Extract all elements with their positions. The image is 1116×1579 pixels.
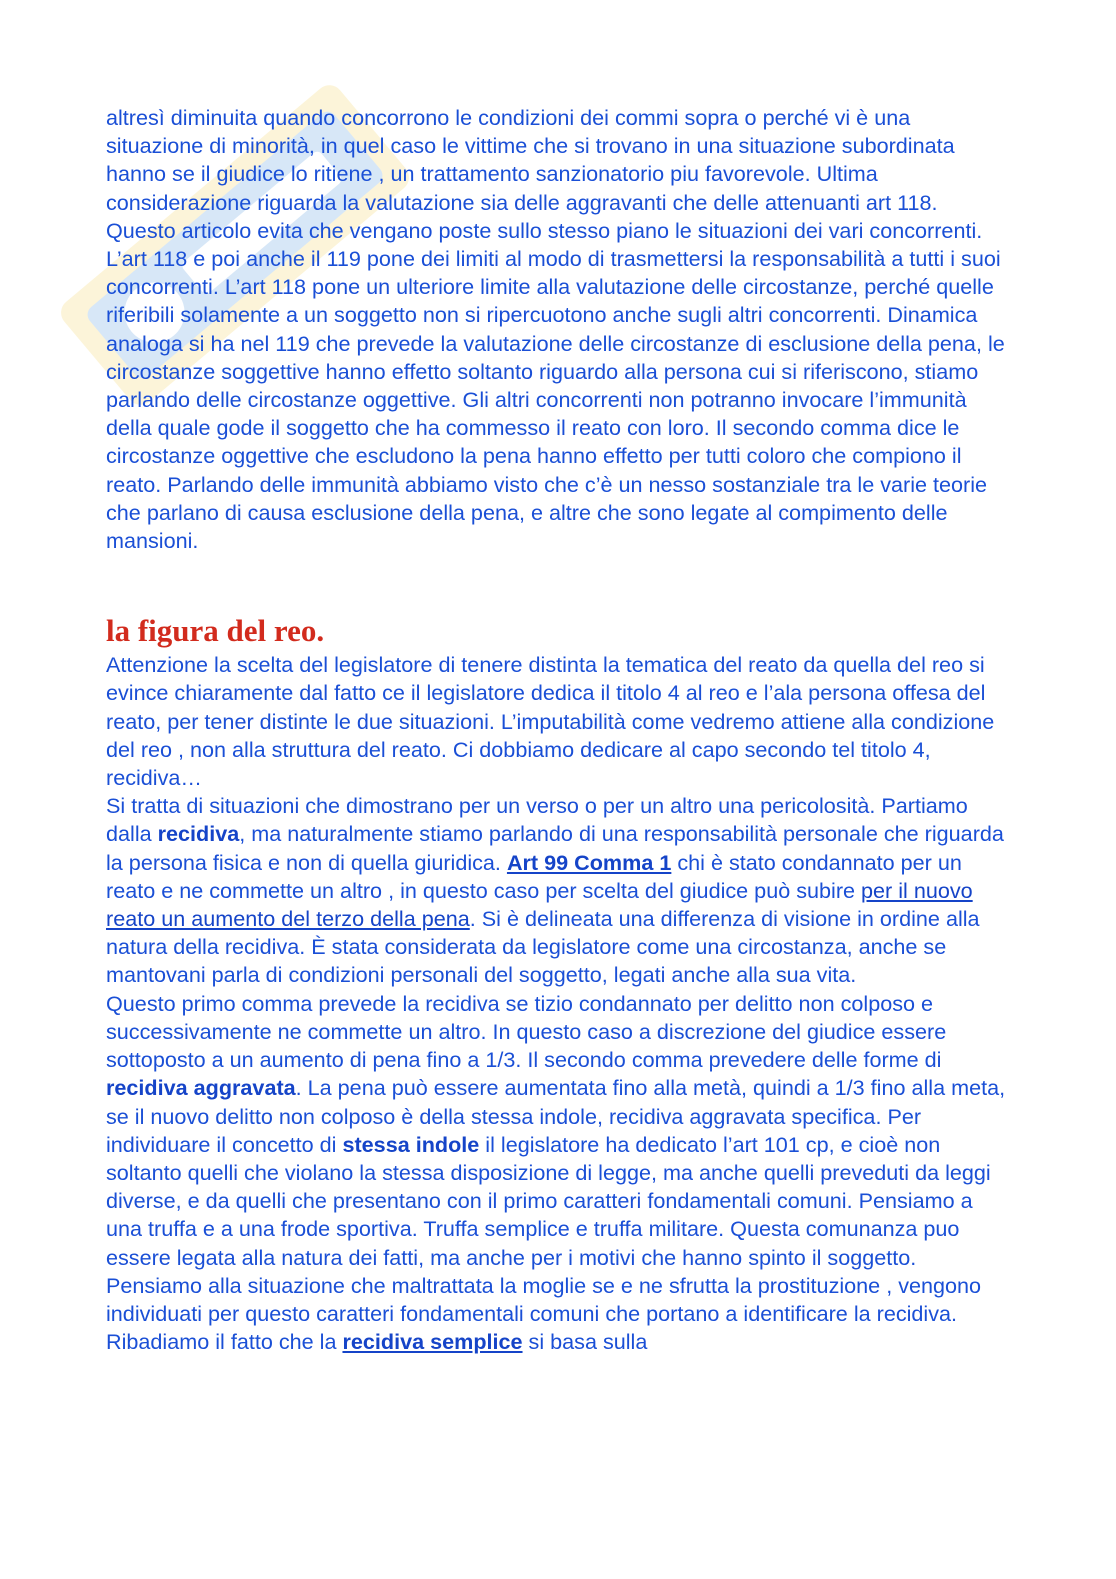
text-run: Si tratta di situazioni che dimostrano per un verso o per un altro una pericolosità. Partiamo dalla bbox=[106, 793, 968, 847]
bold-term-recidiva-aggravata: recidiva aggravata bbox=[106, 1075, 296, 1101]
body-paragraph: Attenzione la scelta del legislatore di tenere distinta la tematica del reato da quella del reo si evince chiaramente dal fatto ce il legislatore dedica il titolo 4 al reo e l’ala persona offesa del reato, per tener distinte le due situazioni. L’imputabilità come vedremo attiene alla condizione del reo , non alla struttura del reato. Ci dobbiamo dedicare al capo secondo tel titolo 4, recidiva… bbox=[106, 652, 995, 791]
text-run: . Si è delineata una differenza di visione in ordine alla natura della recidiva. È stata considerata da legislatore come una circostanza, anche se mantovani parla di condizioni personali del soggetto, legati anche alla sua vita. bbox=[106, 906, 980, 988]
link-art-99-comma-1[interactable]: Art 99 Comma 1 bbox=[506, 849, 672, 875]
document-page bbox=[106, 104, 1006, 1356]
text-run: , ma naturalmente stiamo parlando di una responsabilità personale che riguarda la persona fisica e non di quella giuridica. bbox=[106, 821, 1004, 875]
body-paragraph bbox=[106, 792, 1006, 989]
text-run: chi è stato condannato per un reato e ne commette un altro , in questo caso per scelta del giudice può subire bbox=[106, 849, 962, 903]
bold-term-recidiva: recidiva bbox=[157, 821, 240, 847]
text-run: si basa sulla bbox=[522, 1329, 648, 1355]
section-title: la figura del reo. bbox=[106, 613, 325, 649]
text-run: . La pena può essere aumentata fino alla metà, quindi a 1/3 fino alla meta, se il nuovo delitto non colposo è della stessa indole, recidiva aggravata specifica. Per individuare il concetto di bbox=[106, 1075, 1006, 1157]
body-paragraph bbox=[106, 990, 1006, 1357]
link-aumento-terzo-pena[interactable]: per il nuovo reato un aumento del terzo della pena bbox=[106, 877, 973, 932]
body-paragraph: altresì diminuita quando concorrono le condizioni dei commi sopra o perché vi è una situazione di minorità, in quel caso le vittime che si trovano in una situazione subordinata hanno se il giudice lo ritiene , un trattamento sanzionatorio piu favorevole. Ultima considerazione riguarda la valutazione sia delle aggravanti che delle attenuanti art 118. Questo articolo evita che vengano poste sullo stesso piano le situazioni dei vari concorrenti. L’art 118 e poi anche il 119 pone dei limiti al modo di trasmettersi la responsabilità a tutti i suoi concorrenti. L’art 118 pone un ulteriore limite alla valutazione delle circostanze, perché quelle riferibili solamente a un soggetto non si ripercuotono anche sugli altri concorrenti. Dinamica analoga si ha nel 119 che prevede la valutazione delle circostanze di esclusione della pena, le circostanze soggettive hanno effetto soltanto riguardo alla persona cui si riferiscono, stiamo parlando delle circostanze oggettive. Gli altri concorrenti non potranno invocare l’immunità della quale gode il soggetto che ha commesso il reato con loro. Il secondo comma dice le circostanze oggettive che escludono la pena hanno effetto per tutti coloro che compiono il reato. Parlando delle immunità abbiamo visto che c’è un nesso sostanziale tra le varie teorie che parlano di causa esclusione della pena, e altre che sono legate al compimento delle mansioni. bbox=[106, 105, 1005, 554]
link-recidiva-semplice[interactable]: recidiva semplice bbox=[342, 1329, 523, 1355]
spacer bbox=[106, 555, 1006, 611]
text-run: il legislatore ha dedicato l’art 101 cp, e cioè non soltanto quelli che violano la stessa disposizione di legge, ma anche quelli preveduti da leggi diverse, e da quelli che presentano con il primo caratteri fondamentali comuni. Pensiamo a una truffa e a una frode sportiva. Truffa semplice e truffa militare. Questa comunanza puo essere legata alla natura dei fatti, ma anche per i motivi che hanno spinto il soggetto. Pensiamo alla situazione che maltrattata la moglie se e ne sfrutta la prostituzione , vengono individuati per questo caratteri fondamentali comuni che portano a identificare la recidiva. Ribadiamo il fatto che la bbox=[106, 1131, 991, 1355]
bold-term-stessa-indole: stessa indole bbox=[342, 1131, 480, 1157]
text-run: Questo primo comma prevede la recidiva se tizio condannato per delitto non colposo e successivamente ne commette un altro. In questo caso a discrezione del giudice essere sottoposto a un aumento di pena fino a 1/3. Il secondo comma prevedere delle forme di bbox=[106, 990, 947, 1073]
